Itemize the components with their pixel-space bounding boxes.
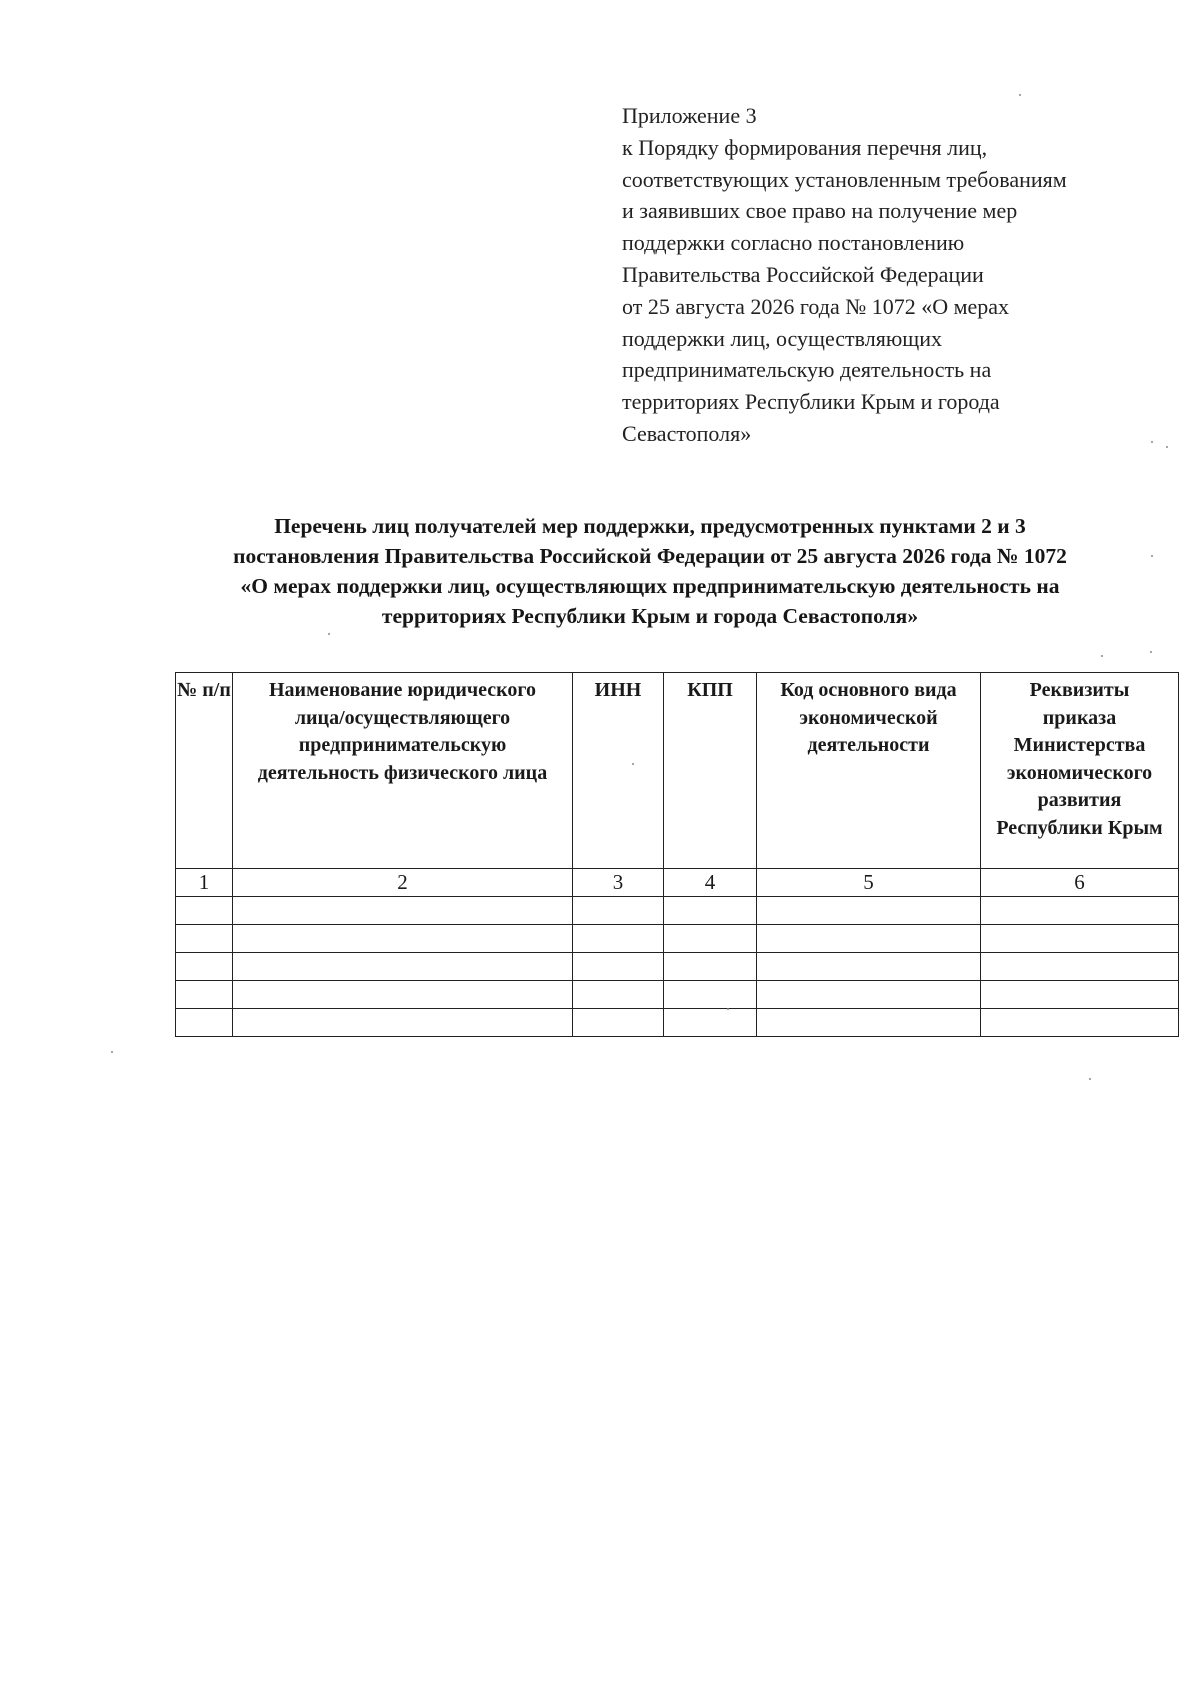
header-name: Наименование юридического лица/осуществляющего предпринимательскую деятельность физического лица — [233, 673, 573, 869]
table-cell — [664, 953, 757, 981]
scan-speck — [1089, 1078, 1091, 1080]
table-cell — [981, 897, 1179, 925]
appendix-block — [622, 100, 1142, 450]
table-cell — [573, 981, 664, 1009]
table-cell — [981, 925, 1179, 953]
column-number-row — [176, 869, 1179, 897]
table-row — [176, 1009, 1179, 1037]
table-cell — [176, 897, 233, 925]
scan-speck — [328, 633, 330, 635]
table-row — [176, 925, 1179, 953]
header-kpp: КПП — [664, 673, 757, 869]
appendix-line: к Порядку формирования перечня лиц, — [622, 134, 988, 160]
scan-speck — [1166, 446, 1168, 448]
table-cell — [233, 1009, 573, 1037]
header-order-details: Реквизиты приказа Министерства экономического развития Республики Крым — [981, 673, 1179, 869]
column-number: 5 — [757, 869, 981, 897]
table-cell — [233, 897, 573, 925]
table-cell — [757, 897, 981, 925]
table-cell — [176, 925, 233, 953]
column-number: 1 — [176, 869, 233, 897]
table-cell — [664, 897, 757, 925]
appendix-line: поддержки лиц, осуществляющих — [622, 325, 942, 351]
table-cell — [757, 981, 981, 1009]
table-cell — [981, 953, 1179, 981]
scan-speck — [1150, 651, 1152, 653]
table-cell — [233, 925, 573, 953]
scan-speck — [727, 1008, 729, 1010]
scan-speck — [1151, 441, 1153, 443]
header-number: № п/п — [176, 673, 233, 869]
title-line: территориях Республики Крым и города Севастополя» — [381, 604, 919, 628]
table-row — [176, 897, 1179, 925]
table-cell — [573, 1009, 664, 1037]
table-cell — [664, 981, 757, 1009]
appendix-line: от 25 августа 2026 года № 1072 «О мерах — [622, 293, 1010, 319]
appendix-line: предпринимательскую деятельность на — [622, 357, 992, 383]
table-cell — [757, 925, 981, 953]
title-line: постановления Правительства Российской Федерации от 25 августа 2026 года № 1072 — [233, 544, 1067, 568]
table-cell — [664, 1009, 757, 1037]
document-title — [160, 511, 1140, 631]
table-cell — [176, 981, 233, 1009]
column-number: 6 — [981, 869, 1179, 897]
table-row — [176, 981, 1179, 1009]
scan-speck — [1151, 555, 1153, 557]
appendix-line: Приложение 3 — [622, 103, 757, 128]
appendix-line: соответствующих установленным требованиям — [622, 166, 1067, 192]
table-cell — [573, 925, 664, 953]
scan-speck — [111, 1051, 113, 1053]
table-cell — [233, 981, 573, 1009]
appendix-line: территориях Республики Крым и города — [622, 389, 1000, 415]
table-cell — [981, 1009, 1179, 1037]
table-cell — [176, 953, 233, 981]
table-cell — [981, 981, 1179, 1009]
header-okved: Код основного вида экономической деятельности — [757, 673, 981, 869]
column-number: 4 — [664, 869, 757, 897]
table-cell — [573, 953, 664, 981]
scan-speck — [1101, 655, 1103, 657]
appendix-line: поддержки согласно постановлению — [622, 230, 965, 256]
title-line: «О мерах поддержки лиц, осуществляющих предпринимательскую деятельность на — [240, 574, 1060, 598]
scan-speck — [632, 763, 634, 765]
table-cell — [233, 953, 573, 981]
header-inn: ИНН — [573, 673, 664, 869]
table-cell — [757, 1009, 981, 1037]
scan-speck — [1019, 94, 1021, 96]
appendix-line: Севастополя» — [622, 420, 752, 446]
title-line: Перечень лиц получателей мер поддержки, предусмотренных пунктами 2 и 3 — [274, 514, 1026, 538]
table-header-row — [176, 673, 1179, 869]
table-cell — [664, 925, 757, 953]
appendix-line: Правительства Российской Федерации — [622, 261, 984, 287]
table-cell — [757, 953, 981, 981]
appendix-line: и заявивших свое право на получение мер — [622, 198, 1018, 224]
column-number: 3 — [573, 869, 664, 897]
table-cell — [176, 1009, 233, 1037]
recipients-table — [175, 672, 1179, 1037]
table-cell — [573, 897, 664, 925]
table-row — [176, 953, 1179, 981]
column-number: 2 — [233, 869, 573, 897]
